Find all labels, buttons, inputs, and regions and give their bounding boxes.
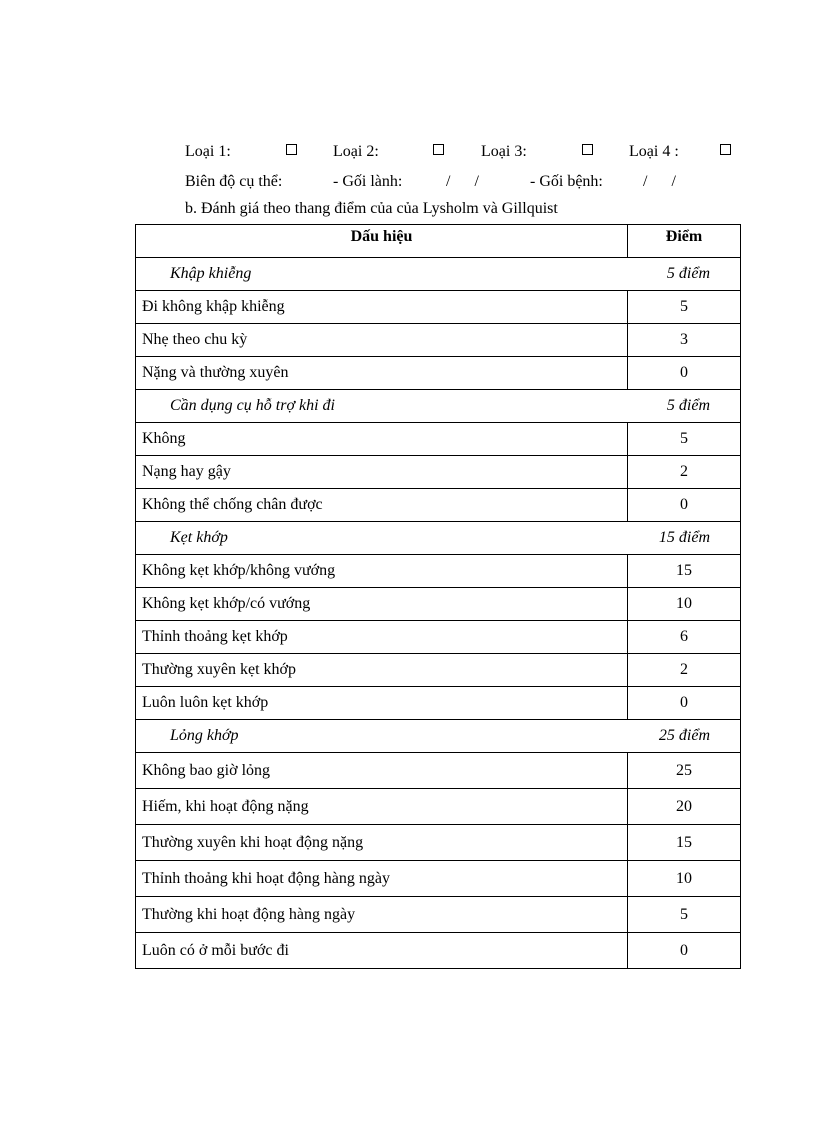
- table-row: [136, 933, 741, 969]
- table-row: [136, 357, 741, 390]
- row-label: Không: [136, 423, 628, 456]
- type-2-checkbox[interactable]: [433, 144, 444, 155]
- column-header-points: Điểm: [628, 225, 741, 258]
- category-name: Khập khiễng: [136, 258, 628, 291]
- row-label: Nạng hay gậy: [136, 456, 628, 489]
- table-row: [136, 588, 741, 621]
- row-score: 6: [628, 621, 741, 654]
- row-label: Không thể chống chân được: [136, 489, 628, 522]
- row-score: 5: [628, 897, 741, 933]
- sick-knee-label: - Gối bệnh:: [530, 173, 603, 190]
- row-label: Thường khi hoạt động hàng ngày: [136, 897, 628, 933]
- row-label: Không kẹt khớp/có vướng: [136, 588, 628, 621]
- table-header-row: [136, 225, 741, 258]
- table-row: [136, 489, 741, 522]
- category-name: Kẹt khớp: [136, 522, 628, 555]
- sick-knee-value: / /: [643, 173, 676, 190]
- type-1-checkbox[interactable]: [286, 144, 297, 155]
- category-row: [136, 522, 741, 555]
- type-4-checkbox[interactable]: [720, 144, 731, 155]
- table-row: [136, 423, 741, 456]
- row-score: 10: [628, 588, 741, 621]
- healthy-knee-label: - Gối lành:: [333, 173, 403, 190]
- row-label: Không kẹt khớp/không vướng: [136, 555, 628, 588]
- type-4-label: Loại 4 :: [629, 143, 679, 160]
- section-heading: b. Đánh giá theo thang điểm của của Lysholm và Gillquist: [185, 200, 558, 217]
- category-row: [136, 258, 741, 291]
- table-row: [136, 897, 741, 933]
- row-score: 3: [628, 324, 741, 357]
- type-3-checkbox[interactable]: [582, 144, 593, 155]
- category-points: 25 điểm: [628, 720, 741, 753]
- row-score: 2: [628, 456, 741, 489]
- row-score: 20: [628, 789, 741, 825]
- row-label: Thường xuyên kẹt khớp: [136, 654, 628, 687]
- table-row: [136, 291, 741, 324]
- column-header-sign: Dấu hiệu: [136, 225, 628, 258]
- row-score: 0: [628, 357, 741, 390]
- table-row: [136, 825, 741, 861]
- category-points: 5 điểm: [628, 258, 741, 291]
- table-row: [136, 654, 741, 687]
- type-1-label: Loại 1:: [185, 143, 231, 160]
- row-label: Đi không khập khiễng: [136, 291, 628, 324]
- category-points: 15 điểm: [628, 522, 741, 555]
- row-score: 0: [628, 489, 741, 522]
- table-row: [136, 456, 741, 489]
- healthy-knee-value: / /: [446, 173, 479, 190]
- table-row: [136, 324, 741, 357]
- lysholm-score-table: [135, 224, 741, 969]
- table-row: [136, 687, 741, 720]
- table-row: [136, 621, 741, 654]
- row-label: Nặng và thường xuyên: [136, 357, 628, 390]
- row-score: 2: [628, 654, 741, 687]
- row-score: 25: [628, 753, 741, 789]
- type-3-label: Loại 3:: [481, 143, 527, 160]
- table-row: [136, 861, 741, 897]
- row-score: 0: [628, 687, 741, 720]
- row-label: Thường xuyên khi hoạt động nặng: [136, 825, 628, 861]
- table-row: [136, 753, 741, 789]
- row-score: 5: [628, 291, 741, 324]
- row-score: 0: [628, 933, 741, 969]
- row-label: Nhẹ theo chu kỳ: [136, 324, 628, 357]
- category-points: 5 điểm: [628, 390, 741, 423]
- category-name: Cần dụng cụ hỗ trợ khi đi: [136, 390, 628, 423]
- category-name: Lỏng khớp: [136, 720, 628, 753]
- row-score: 15: [628, 825, 741, 861]
- category-row: [136, 390, 741, 423]
- row-label: Luôn luôn kẹt khớp: [136, 687, 628, 720]
- table-row: [136, 555, 741, 588]
- row-label: Thỉnh thoảng khi hoạt động hàng ngày: [136, 861, 628, 897]
- row-label: Luôn có ở mỗi bước đi: [136, 933, 628, 969]
- row-label: Hiếm, khi hoạt động nặng: [136, 789, 628, 825]
- table-row: [136, 789, 741, 825]
- row-label: Thỉnh thoảng kẹt khớp: [136, 621, 628, 654]
- row-label: Không bao giờ lỏng: [136, 753, 628, 789]
- row-score: 5: [628, 423, 741, 456]
- category-row: [136, 720, 741, 753]
- row-score: 15: [628, 555, 741, 588]
- amplitude-label: Biên độ cụ thể:: [185, 173, 283, 190]
- row-score: 10: [628, 861, 741, 897]
- type-2-label: Loại 2:: [333, 143, 379, 160]
